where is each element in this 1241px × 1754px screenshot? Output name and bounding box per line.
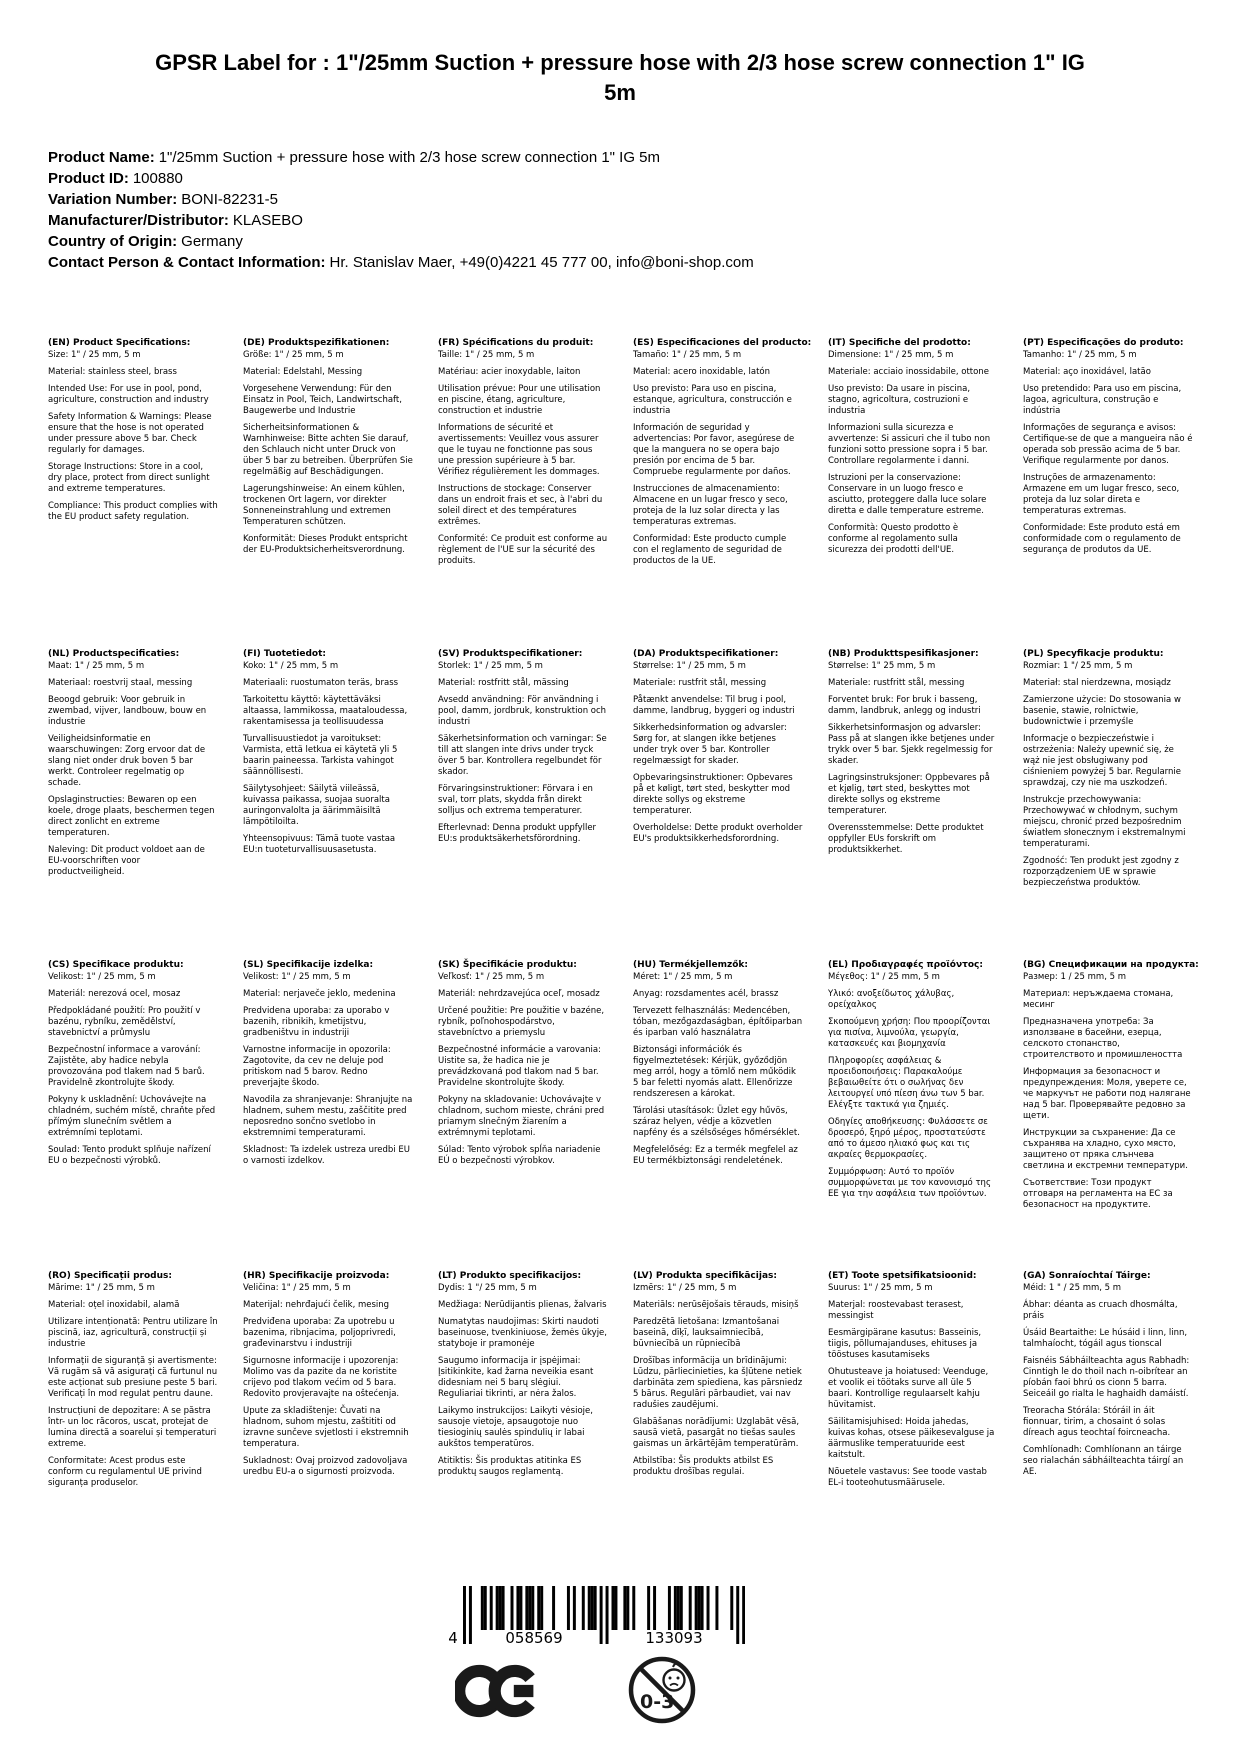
spec-paragraph: Comhlíonadh: Comhlíonann an táirge seo rialachán sábháilteachta táirgí an AE. xyxy=(1023,1445,1184,1477)
language-spec-heading: (LT) Produkto specifikacijos: xyxy=(438,1271,582,1281)
spec-paragraph: Určené použitie: Pre použitie v bazéne, rybník, poľnohospodárstvo, stavebníctvo a priemyslu xyxy=(438,1006,605,1038)
spec-paragraph: Instrucciones de almacenamiento: Almacene en un lugar fresco y seco, proteja de la luz solar directa y las temperaturas extremas. xyxy=(633,484,788,527)
spec-paragraph: Velikost: 1" / 25 mm, 5 m xyxy=(48,972,156,982)
spec-paragraph: Materiał: stal nierdzewna, mosiądz xyxy=(1023,678,1171,688)
spec-paragraph: Materiāls: nerūsējošais tērauds, misiņš xyxy=(633,1300,799,1310)
language-spec-cell xyxy=(243,1271,413,1582)
language-spec-cell xyxy=(828,960,998,1271)
spec-paragraph: Sikkerhetsinformasjon og advarsler: Pass på at slangen ikke betjenes under trykk over 5 bar. Sjekk regelmessig for skader. xyxy=(828,723,995,766)
spec-paragraph: Informazioni sulla sicurezza e avvertenze: Si assicuri che il tubo non funzioni sotto pressione sopra i 5 bar. Controllare regolarmente i danni. xyxy=(828,423,991,466)
spec-paragraph: Nõuetele vastavus: See toode vastab EL-i tooteohutusmäärusele. xyxy=(828,1467,987,1488)
language-spec-heading: (HU) Termékjellemzők: xyxy=(633,960,749,970)
language-spec-heading: (IT) Specifiche del prodotto: xyxy=(828,338,971,348)
language-spec-heading: (FI) Tuotetiedot: xyxy=(243,649,327,659)
language-spec-cell xyxy=(243,649,413,960)
spec-paragraph: Συμμόρφωση: Αυτό το προϊόν συμμορφώνεται με τον κανονισμό της ΕΕ για την ασφάλεια των προϊόντων. xyxy=(828,1167,991,1199)
language-spec-heading: (SV) Produktspecifikationer: xyxy=(438,649,583,659)
language-spec-heading: (EL) Προδιαγραφές προϊόντος: xyxy=(828,960,983,970)
spec-paragraph: Vorgesehene Verwendung: Für den Einsatz in Pool, Teich, Landwirtschaft, Baugewerbe und Industrie xyxy=(243,384,402,416)
spec-paragraph: Uso pretendido: Para uso em piscina, lagoa, agricultura, construção e indústria xyxy=(1023,384,1182,416)
spec-paragraph: Materjal: roostevabast terasest, messingist xyxy=(828,1300,964,1321)
spec-paragraph: Υλικό: ανοξείδωτος χάλυβας, ορείχαλκος xyxy=(828,989,955,1010)
spec-paragraph: Turvallisuustiedot ja varoitukset: Varmista, että letkua ei käytetä yli 5 baarin paineessa. Tarkista vahingot säännöllisesti. xyxy=(243,734,398,777)
spec-paragraph: Materiale: rustfrit stål, messing xyxy=(633,678,767,688)
language-spec-cell xyxy=(48,338,218,649)
spec-paragraph: Veličina: 1" / 25 mm, 5 m xyxy=(243,1283,351,1293)
spec-paragraph: Beoogd gebruik: Voor gebruik in zwembad, vijver, landbouw, bouw en industrie xyxy=(48,695,207,727)
product-info-row xyxy=(48,147,754,168)
spec-paragraph: Материал: неръждаема стомана, месинг xyxy=(1023,989,1174,1010)
spec-paragraph: Storage Instructions: Store in a cool, dry place, protect from direct sunlight and extreme temperatures. xyxy=(48,462,210,494)
spec-paragraph: Material: oțel inoxidabil, alamă xyxy=(48,1300,180,1310)
spec-paragraph: Předpokládané použití: Pro použití v bazénu, rybníku, zemědělství, stavebnictví a průmyslu xyxy=(48,1006,201,1038)
spec-paragraph: Intended Use: For use in pool, pond, agriculture, construction and industry xyxy=(48,384,209,405)
spec-paragraph: Anyag: rozsdamentes acél, brassz xyxy=(633,989,779,999)
language-spec-heading: (DA) Produktspecifikationer: xyxy=(633,649,779,659)
spec-paragraph: Materiale: rustfritt stål, messing xyxy=(828,678,965,688)
spec-paragraph: Compliance: This product complies with the EU product safety regulation. xyxy=(48,501,218,522)
spec-paragraph: Instrucțiuni de depozitare: A se păstra într- un loc răcoros, uscat, protejat de lumina directă a soarelui și temperaturi extreme. xyxy=(48,1406,217,1449)
spec-paragraph: Saugumo informacija ir įspėjimai: Įsitikinkite, kad žarna neveikia esant didesniam nei 5 barų slėgiui. Reguliariai tikrinti, ar nėra žalos. xyxy=(438,1356,594,1399)
spec-paragraph: Yhteensopivuus: Tämä tuote vastaa EU:n tuoteturvallisuusasetusta. xyxy=(243,834,396,855)
spec-paragraph: Soulad: Tento produkt splňuje nařízení EU o bezpečnosti výrobků. xyxy=(48,1145,211,1166)
spec-paragraph: Conformitate: Acest produs este conform cu regulamentul UE privind siguranța produselor. xyxy=(48,1456,202,1488)
spec-paragraph: Megfelelőség: Ez a termék megfelel az EU termékbiztonsági rendeletének. xyxy=(633,1145,798,1166)
language-spec-cell xyxy=(633,960,803,1271)
spec-paragraph: Material: Edelstahl, Messing xyxy=(243,367,363,377)
field-value: KLASEBO xyxy=(232,212,303,229)
spec-paragraph: Ábhar: déanta as cruach dhosmálta, práis xyxy=(1023,1300,1178,1321)
spec-paragraph: Größe: 1" / 25 mm, 5 m xyxy=(243,350,344,360)
spec-paragraph: Glabāšanas norādījumi: Uzglabāt vēsā, sausā vietā, pasargāt no tiešas saules gaismas un ārkārtējām temperatūrām. xyxy=(633,1417,800,1449)
spec-paragraph: Οδηγίες αποθήκευσης: Φυλάσσετε σε δροσερό, ξηρό μέρος, προστατεύστε από το άμεσο ηλιακό φως και τις ακραίες θερμοκρασίες. xyxy=(828,1117,988,1160)
language-spec-cell xyxy=(828,649,998,960)
language-spec-heading: (NL) Productspecificaties: xyxy=(48,649,180,659)
language-spec-heading: (GA) Sonraíochtaí Táirge: xyxy=(1023,1271,1151,1281)
spec-paragraph: Zgodność: Ten produkt jest zgodny z rozporządzeniem UE w sprawie bezpieczeństwa produktów. xyxy=(1023,856,1179,888)
spec-paragraph: Faisnéis Sábháilteachta agus Rabhadh: Cinntigh le do thoil nach n-oibrítear an píobán faoi bhrú os cionn 5 barra. Seiceáil go rialta le haghaidh damáistí. xyxy=(1023,1356,1190,1399)
barcode-digit-group-2: 058569 xyxy=(505,1629,563,1647)
spec-paragraph: Uso previsto: Para uso en piscina, estanque, agricultura, construcción e industria xyxy=(633,384,792,416)
spec-paragraph: Forventet bruk: For bruk i basseng, damm, landbruk, anlegg og industri xyxy=(828,695,981,716)
language-spec-grid xyxy=(48,338,1199,1582)
field-value: Germany xyxy=(181,233,243,250)
spec-paragraph: Treoracha Stórála: Stóráil in áit fionnuar, tirim, a chosaint ó solas díreach agus teochtaí foircneacha. xyxy=(1023,1406,1171,1438)
spec-paragraph: Materiale: acciaio inossidabile, ottone xyxy=(828,367,989,377)
spec-paragraph: Påtænkt anvendelse: Til brug i pool, damme, landbrug, byggeri og industri xyxy=(633,695,795,716)
language-spec-heading: (BG) Спецификации на продукта: xyxy=(1023,960,1199,970)
spec-paragraph: Opbevaringsinstruktioner: Opbevares på et køligt, tørt sted, beskytter mod direkte sollys og ekstreme temperaturer. xyxy=(633,773,793,816)
language-spec-heading: (CS) Specifikace produktu: xyxy=(48,960,184,970)
spec-paragraph: Tárolási utasítások: Üzlet egy hűvös, száraz helyen, védje a közvetlen napfény és a szélsőséges hőmérséklet. xyxy=(633,1106,800,1138)
spec-paragraph: Súlad: Tento výrobok spĺňa nariadenie EÚ o bezpečnosti výrobkov. xyxy=(438,1145,601,1166)
ean13-barcode xyxy=(445,1586,745,1648)
spec-paragraph: Tarkoitettu käyttö: käytettäväksi altaassa, lammikossa, maataloudessa, rakentamisessa ja teollisuudessa xyxy=(243,695,408,727)
spec-paragraph: Paredzētā lietošana: Izmantošanai baseinā, dīķī, lauksaimniecībā, būvniecībā un rūpniecībā xyxy=(633,1317,780,1349)
spec-paragraph: Lagringsinstruksjoner: Oppbevares på et kjølig, tørt sted, beskyttes mot direkte sollys og ekstreme temperaturer. xyxy=(828,773,990,816)
spec-paragraph: Sigurnosne informacije i upozorenja: Molimo vas da pazite da ne koristite crijevo pod tlakom većim od 5 bara. Redovito provjeravajte na oštećenja. xyxy=(243,1356,400,1399)
spec-paragraph: Instruções de armazenamento: Armazene em um lugar fresco, seco, proteja da luz solar direta e temperaturas extremas. xyxy=(1023,473,1180,516)
spec-paragraph: Utilizare intenționată: Pentru utilizare în piscină, iaz, agricultură, construcții și industrie xyxy=(48,1317,218,1349)
spec-paragraph: Instructions de stockage: Conserver dans un endroit frais et sec, à l'abri du soleil direct et des températures extrêmes. xyxy=(438,484,603,527)
spec-paragraph: Lagerungshinweise: An einem kühlen, trockenen Ort lagern, vor direkter Sonneneinstrahlung und extremen Temperaturen schützen. xyxy=(243,484,405,527)
field-label: Product Name: xyxy=(48,149,155,166)
spec-paragraph: Informacje o bezpieczeństwie i ostrzeżenia: Należy upewnić się, że wąż nie jest obsługiwany pod ciśnieniem powyżej 5 bar. Regularnie sprawdzaj, czy nie ma uszkodzeń. xyxy=(1023,734,1181,788)
language-spec-heading: (LV) Produkta specifikācijas: xyxy=(633,1271,777,1281)
spec-paragraph: Material: nerjaveče jeklo, medenina xyxy=(243,989,396,999)
spec-paragraph: Tamaño: 1" / 25 mm, 5 m xyxy=(633,350,742,360)
spec-paragraph: Информация за безопасност и предупреждения: Моля, уверете се, че маркучът не работи под налягане над 5 bar. Проверявайте редовно за щети. xyxy=(1023,1067,1191,1121)
language-spec-cell xyxy=(828,1271,998,1582)
spec-paragraph: Safety Information & Warnings: Please ensure that the hose is not operated under pressure above 5 bar. Check regularly for damages. xyxy=(48,412,212,455)
ce-mark-icon xyxy=(455,1661,539,1721)
field-value: BONI-82231-5 xyxy=(181,191,278,208)
spec-paragraph: Conformidade: Este produto está em conformidade com o regulamento de segurança de produtos da UE. xyxy=(1023,523,1181,555)
language-spec-cell xyxy=(48,649,218,960)
spec-paragraph: Veľkosť: 1" / 25 mm, 5 m xyxy=(438,972,545,982)
spec-paragraph: Bezpečnostní informace a varování: Zajistěte, aby hadice nebyla provozována pod tlakem nad 5 barů. Pravidelně zkontrolujte škody. xyxy=(48,1045,205,1088)
language-spec-heading: (NB) Produkttspesifikasjoner: xyxy=(828,649,979,659)
language-spec-heading: (RO) Specificații produs: xyxy=(48,1271,172,1281)
language-spec-cell xyxy=(48,1271,218,1582)
spec-paragraph: Σκοπούμενη χρήση: Που προορίζονται για πισίνα, λιμνούλα, γεωργία, κατασκευές και βιομηχανία xyxy=(828,1017,991,1049)
spec-paragraph: Materiaal: roestvrij staal, messing xyxy=(48,678,193,688)
spec-paragraph: Bezpečnostné informácie a varovania: Uistite sa, že hadica nie je prevádzkovaná pod tlakom nad 5 bar. Pravidelne skontrolujte škody. xyxy=(438,1045,601,1088)
spec-paragraph: Atitiktis: Šis produktas atitinka ES produktų saugos reglamentą. xyxy=(438,1456,582,1477)
spec-paragraph: Zamierzone użycie: Do stosowania w basenie, stawie, rolnictwie, budownictwie i przemyśle xyxy=(1023,695,1181,727)
spec-paragraph: Størrelse: 1" 25 mm, 5 m xyxy=(828,661,936,671)
spec-paragraph: Eesmärgipärane kasutus: Basseinis, tiigis, põllumajanduses, ehituses ja tööstuses kasutamiseks xyxy=(828,1328,982,1360)
spec-paragraph: Overholdelse: Dette produkt overholder EU's produktsikkerhedsforordning. xyxy=(633,823,803,844)
spec-paragraph: Pokyny na skladovanie: Uchovávajte v chladnom, suchom mieste, chráni pred priamym slnečným žiarením a extrémnymi teplotami. xyxy=(438,1095,605,1138)
spec-paragraph: Veiligheidsinformatie en waarschuwingen: Zorg ervoor dat de slang niet onder druk boven 5 bar werkt. Controleer regelmatig op schade. xyxy=(48,734,206,788)
spec-paragraph: Opslaginstructies: Bewaren op een koele, droge plaats, beschermen tegen direct zonlicht en extreme temperaturen. xyxy=(48,795,215,838)
language-spec-cell xyxy=(243,960,413,1271)
spec-paragraph: Material: stainless steel, brass xyxy=(48,367,177,377)
spec-paragraph: Upute za skladištenje: Čuvati na hladnom, suhom mjestu, zaštititi od izravne sunčeve svjetlosti i ekstremnih temperatura. xyxy=(243,1406,409,1449)
language-spec-cell xyxy=(633,649,803,960)
age-warning-label: 0-3 xyxy=(640,1691,675,1713)
spec-paragraph: Instrukcje przechowywania: Przechowywać w chłodnym, suchym miejscu, chronić przed bezpośrednim światłem słonecznym i ekstremalnymi temperaturami. xyxy=(1023,795,1186,849)
age-warning-0-3-icon xyxy=(627,1654,697,1726)
spec-paragraph: Material: rostfritt stål, mässing xyxy=(438,678,569,688)
spec-paragraph: Størrelse: 1" / 25 mm, 5 m xyxy=(633,661,746,671)
spec-paragraph: Material: acero inoxidable, latón xyxy=(633,367,770,377)
language-spec-cell xyxy=(438,338,608,649)
spec-paragraph: Atbilstība: Šis produkts atbilst ES produktu drošības regulai. xyxy=(633,1456,774,1477)
spec-paragraph: Инструкции за съхранение: Да се съхранява на хладно, сухо място, защитено от пряка слънчева светлина и екстремни температури. xyxy=(1023,1128,1188,1171)
product-info-row xyxy=(48,210,754,231)
language-spec-cell xyxy=(1023,649,1193,960)
language-spec-heading: (SL) Specifikacije izdelka: xyxy=(243,960,374,970)
product-info-row xyxy=(48,252,754,273)
spec-paragraph: Taille: 1" / 25 mm, 5 m xyxy=(438,350,535,360)
spec-paragraph: Izmērs: 1" / 25 mm, 5 m xyxy=(633,1283,737,1293)
field-label: Contact Person & Contact Information: xyxy=(48,254,326,271)
field-value: 1"/25mm Suction + pressure hose with 2/3 hose screw connection 1" IG 5m xyxy=(158,149,661,166)
spec-paragraph: Предназначена употреба: За използване в басейни, езерца, селското стопанство, строителството и промишлеността xyxy=(1023,1017,1183,1060)
page-title: GPSR Label for : 1"/25mm Suction + pressure hose with 2/3 hose screw connection 1" IG 5m xyxy=(155,50,1085,105)
language-spec-heading: (PT) Especificações do produto: xyxy=(1023,338,1184,348)
product-info-row xyxy=(48,231,754,252)
spec-paragraph: Predvidena uporaba: za uporabo v bazenih, ribnikih, kmetijstvu, gradbeništvu in industriji xyxy=(243,1006,390,1038)
spec-paragraph: Informações de segurança e avisos: Certifique-se de que a mangueira não é operada sob pressão acima de 5 bar. Verifique regularmente por danos. xyxy=(1023,423,1193,466)
language-spec-cell xyxy=(1023,338,1193,649)
language-spec-cell xyxy=(633,1271,803,1582)
spec-paragraph: Utilisation prévue: Pour une utilisation en piscine, étang, agriculture, construction et industrie xyxy=(438,384,601,416)
spec-paragraph: Säilytysohjeet: Säilytä viileässä, kuivassa paikassa, suojaa suoralta auringonvalolta ja äärimmäisiltä lämpötiloilta. xyxy=(243,784,390,827)
spec-paragraph: Materijal: nehrđajući čelik, mesing xyxy=(243,1300,390,1310)
language-spec-heading: (HR) Specifikacije proizvoda: xyxy=(243,1271,390,1281)
spec-paragraph: Materiál: nehrdzavejúca oceľ, mosadz xyxy=(438,989,600,999)
barcode-digit-group-3: 133093 xyxy=(645,1629,703,1647)
field-label: Country of Origin: xyxy=(48,233,178,250)
spec-paragraph: Conformità: Questo prodotto è conforme al regolamento sulla sicurezza dei prodotti dell'UE. xyxy=(828,523,959,555)
spec-paragraph: Informații de siguranță și avertismente: Vă rugăm să vă asigurați că furtunul nu este acționat sub presiune peste 5 bari. Verificați în mod regulat pentru daune. xyxy=(48,1356,218,1399)
language-spec-cell xyxy=(1023,960,1199,1271)
spec-paragraph: Skladnost: Ta izdelek ustreza uredbi EU o varnosti izdelkov. xyxy=(243,1145,410,1166)
language-spec-cell xyxy=(1023,1271,1193,1582)
spec-paragraph: Dimensione: 1" / 25 mm, 5 m xyxy=(828,350,954,360)
spec-paragraph: Navodila za shranjevanje: Shranjujte na hladnem, suhem mestu, zaščitite pred neposredno sončno svetlobo in ekstremnimi temperaturami. xyxy=(243,1095,413,1138)
spec-paragraph: Istruzioni per la conservazione: Conservare in un luogo fresco e asciutto, proteggere dalla luce solare diretta e dalle temperature estreme. xyxy=(828,473,987,516)
field-label: Variation Number: xyxy=(48,191,178,208)
spec-paragraph: Säilitamisjuhised: Hoida jahedas, kuivas kohas, otsese päikesevalguse ja äärmuslike temperatuuride eest kaitstult. xyxy=(828,1417,995,1460)
language-spec-heading: (DE) Produktspezifikationen: xyxy=(243,338,390,348)
spec-paragraph: Μέγεθος: 1" / 25 mm, 5 m xyxy=(828,972,940,982)
language-spec-cell xyxy=(243,338,413,649)
spec-paragraph: Informations de sécurité et avertissements: Veuillez vous assurer que le tuyau ne fonctionne pas sous une pression supérieure à 5 bar. Vérifiez régulièrement les dommages. xyxy=(438,423,600,477)
language-spec-heading: (FR) Spécifications du produit: xyxy=(438,338,594,348)
spec-paragraph: Velikost: 1" / 25 mm, 5 m xyxy=(243,972,351,982)
spec-paragraph: Materiál: nerezová ocel, mosaz xyxy=(48,989,181,999)
language-spec-heading: (ET) Toote spetsifikatsioonid: xyxy=(828,1271,977,1281)
spec-paragraph: Säkerhetsinformation och varningar: Se till att slangen inte drivs under tryck över 5 bar. Kontrollera regelbundet för skador. xyxy=(438,734,607,777)
spec-paragraph: Conformité: Ce produit est conforme au règlement de l'UE sur la sécurité des produits. xyxy=(438,534,608,566)
spec-paragraph: Material: aço inoxidável, latão xyxy=(1023,367,1151,377)
language-spec-cell xyxy=(438,649,608,960)
spec-paragraph: Sukladnost: Ovaj proizvod zadovoljava uredbu EU-a o sigurnosti proizvoda. xyxy=(243,1456,408,1477)
spec-paragraph: Conformidad: Este producto cumple con el reglamento de seguridad de productos de la UE. xyxy=(633,534,787,566)
spec-paragraph: Размер: 1 / 25 mm, 5 m xyxy=(1023,972,1127,982)
spec-paragraph: Storlek: 1" / 25 mm, 5 m xyxy=(438,661,543,671)
spec-paragraph: Varnostne informacije in opozorila: Zagotovite, da cev ne deluje pod pritiskom nad 5 barov. Redno preverjajte škodo. xyxy=(243,1045,391,1088)
spec-paragraph: Konformität: Dieses Produkt entspricht der EU-Produktsicherheitsverordnung. xyxy=(243,534,408,555)
language-spec-cell xyxy=(438,1271,608,1582)
spec-paragraph: Mărime: 1" / 25 mm, 5 m xyxy=(48,1283,155,1293)
language-spec-heading: (SK) Špecifikácie produktu: xyxy=(438,960,577,970)
product-info-row xyxy=(48,168,754,189)
spec-paragraph: Úsáid Beartaithe: Le húsáid i linn, linn, talmhaíocht, tógáil agus tionscal xyxy=(1023,1328,1188,1349)
spec-paragraph: Drošības informācija un brīdinājumi: Lūdzu, pārliecinieties, ka šļūtene netiek darbināta zem spiediena, kas pārsniedz 5 bārus. Regulāri pārbaudiet, vai nav radušies zaudējumi. xyxy=(633,1356,803,1410)
spec-paragraph: Maat: 1" / 25 mm, 5 m xyxy=(48,661,145,671)
spec-paragraph: Biztonsági információk és figyelmeztetések: Kérjük, győződjön meg arról, hogy a tömlő nem működik 5 bar feletti nyomás alatt. Ellenőrizze rendszeresen a károkat. xyxy=(633,1045,796,1099)
barcode-bars xyxy=(445,1586,745,1648)
spec-paragraph: Información de seguridad y advertencias: Por favor, asegúrese de que la manguera no se opera bajo presión por encima de 5 bar. Compruebe regularmente por daños. xyxy=(633,423,795,477)
language-spec-cell xyxy=(633,338,812,649)
spec-paragraph: Predviđena uporaba: Za upotrebu u bazenima, ribnjacima, poljoprivredi, građevinarstvu i industriji xyxy=(243,1317,396,1349)
spec-paragraph: Laikymo instrukcijos: Laikyti vėsioje, sausoje vietoje, apsaugotoje nuo tiesioginių saulės spindulių ir labai aukštos temperatūros. xyxy=(438,1406,593,1449)
spec-paragraph: Uso previsto: Da usare in piscina, stagno, agricoltura, costruzioni e industria xyxy=(828,384,971,416)
spec-paragraph: Rozmiar: 1 "/ 25 mm, 5 m xyxy=(1023,661,1133,671)
spec-paragraph: Méid: 1 " / 25 mm, 5 m xyxy=(1023,1283,1122,1293)
spec-paragraph: Съответствие: Този продукт отговаря на регламента на ЕС за безопасност на продуктите. xyxy=(1023,1178,1173,1210)
language-spec-heading: (EN) Product Specifications: xyxy=(48,338,191,348)
spec-paragraph: Koko: 1" / 25 mm, 5 m xyxy=(243,661,339,671)
spec-paragraph: Size: 1" / 25 mm, 5 m xyxy=(48,350,141,360)
field-label: Product ID: xyxy=(48,170,129,187)
spec-paragraph: Tervezett felhasználás: Medencében, tóban, mezőgazdaságban, építőiparban és iparban való használatra xyxy=(633,1006,803,1038)
language-spec-cell xyxy=(438,960,608,1271)
spec-paragraph: Förvaringsinstruktioner: Förvara i en sval, torr plats, skydda från direkt solljus och extrema temperaturer. xyxy=(438,784,593,816)
spec-paragraph: Suurus: 1" / 25 mm, 5 m xyxy=(828,1283,933,1293)
spec-paragraph: Materiaali: ruostumaton teräs, brass xyxy=(243,678,399,688)
spec-paragraph: Overensstemmelse: Dette produktet oppfyller EUs forskrift om produktsikkerhet. xyxy=(828,823,984,855)
spec-paragraph: Matériau: acier inoxydable, laiton xyxy=(438,367,581,377)
spec-paragraph: Numatytas naudojimas: Skirti naudoti baseinuose, tvenkiniuose, žemės ūkyje, statyboje ir pramonėje xyxy=(438,1317,607,1349)
spec-paragraph: Pokyny k uskladnění: Uchovávejte na chladném, suchém místě, chraňte před přímým slunečním světlem a extrémními teplotami. xyxy=(48,1095,216,1138)
spec-paragraph: Naleving: Dit product voldoet aan de EU-voorschriften voor productveiligheid. xyxy=(48,845,205,877)
spec-paragraph: Πληροφορίες ασφάλειας & προειδοποιήσεις: Παρακαλούμε βεβαιωθείτε ότι ο σωλήνας δεν λειτουργεί υπό πίεση άνω των 5 bar. Ελέγξτε τακτικά για ζημιές. xyxy=(828,1056,985,1110)
spec-paragraph: Ohutusteave ja hoiatused: Veenduge, et voolik ei töötaks surve all üle 5 baari. Kontrollige regulaarselt kahju hüvitamist. xyxy=(828,1367,989,1410)
spec-paragraph: Tamanho: 1" / 25 mm, 5 m xyxy=(1023,350,1137,360)
spec-paragraph: Sicherheitsinformationen & Warnhinweise: Bitte achten Sie darauf, den Schlauch nicht unter Druck von über 5 bar zu betreiben. Überprüfen Sie regelmäßig auf Beschädigungen. xyxy=(243,423,413,477)
product-info xyxy=(48,147,754,273)
language-spec-cell xyxy=(828,338,998,649)
product-info-row xyxy=(48,189,754,210)
spec-paragraph: Dydis: 1 "/ 25 mm, 5 m xyxy=(438,1283,537,1293)
language-spec-heading: (ES) Especificaciones del producto: xyxy=(633,338,812,348)
spec-paragraph: Sikkerhedsinformation og advarsler: Sørg for, at slangen ikke betjenes under tryk over 5 bar. Kontroller regelmæssigt for skader. xyxy=(633,723,787,766)
language-spec-cell xyxy=(48,960,218,1271)
language-spec-heading: (PL) Specyfikacje produktu: xyxy=(1023,649,1164,659)
spec-paragraph: Efterlevnad: Denna produkt uppfyller EU:s produktsäkerhetsförordning. xyxy=(438,823,597,844)
field-value: 100880 xyxy=(132,170,183,187)
spec-paragraph: Avsedd användning: För användning i pool, damm, jordbruk, konstruktion och industri xyxy=(438,695,607,727)
field-value: Hr. Stanislav Maer, +49(0)4221 45 777 00, info@boni-shop.com xyxy=(329,254,754,271)
spec-paragraph: Medžiaga: Nerūdijantis plienas, žalvaris xyxy=(438,1300,607,1310)
spec-paragraph: Méret: 1" / 25 mm, 5 m xyxy=(633,972,733,982)
barcode-digit-group-1: 4 xyxy=(448,1629,458,1647)
field-label: Manufacturer/Distributor: xyxy=(48,212,229,229)
